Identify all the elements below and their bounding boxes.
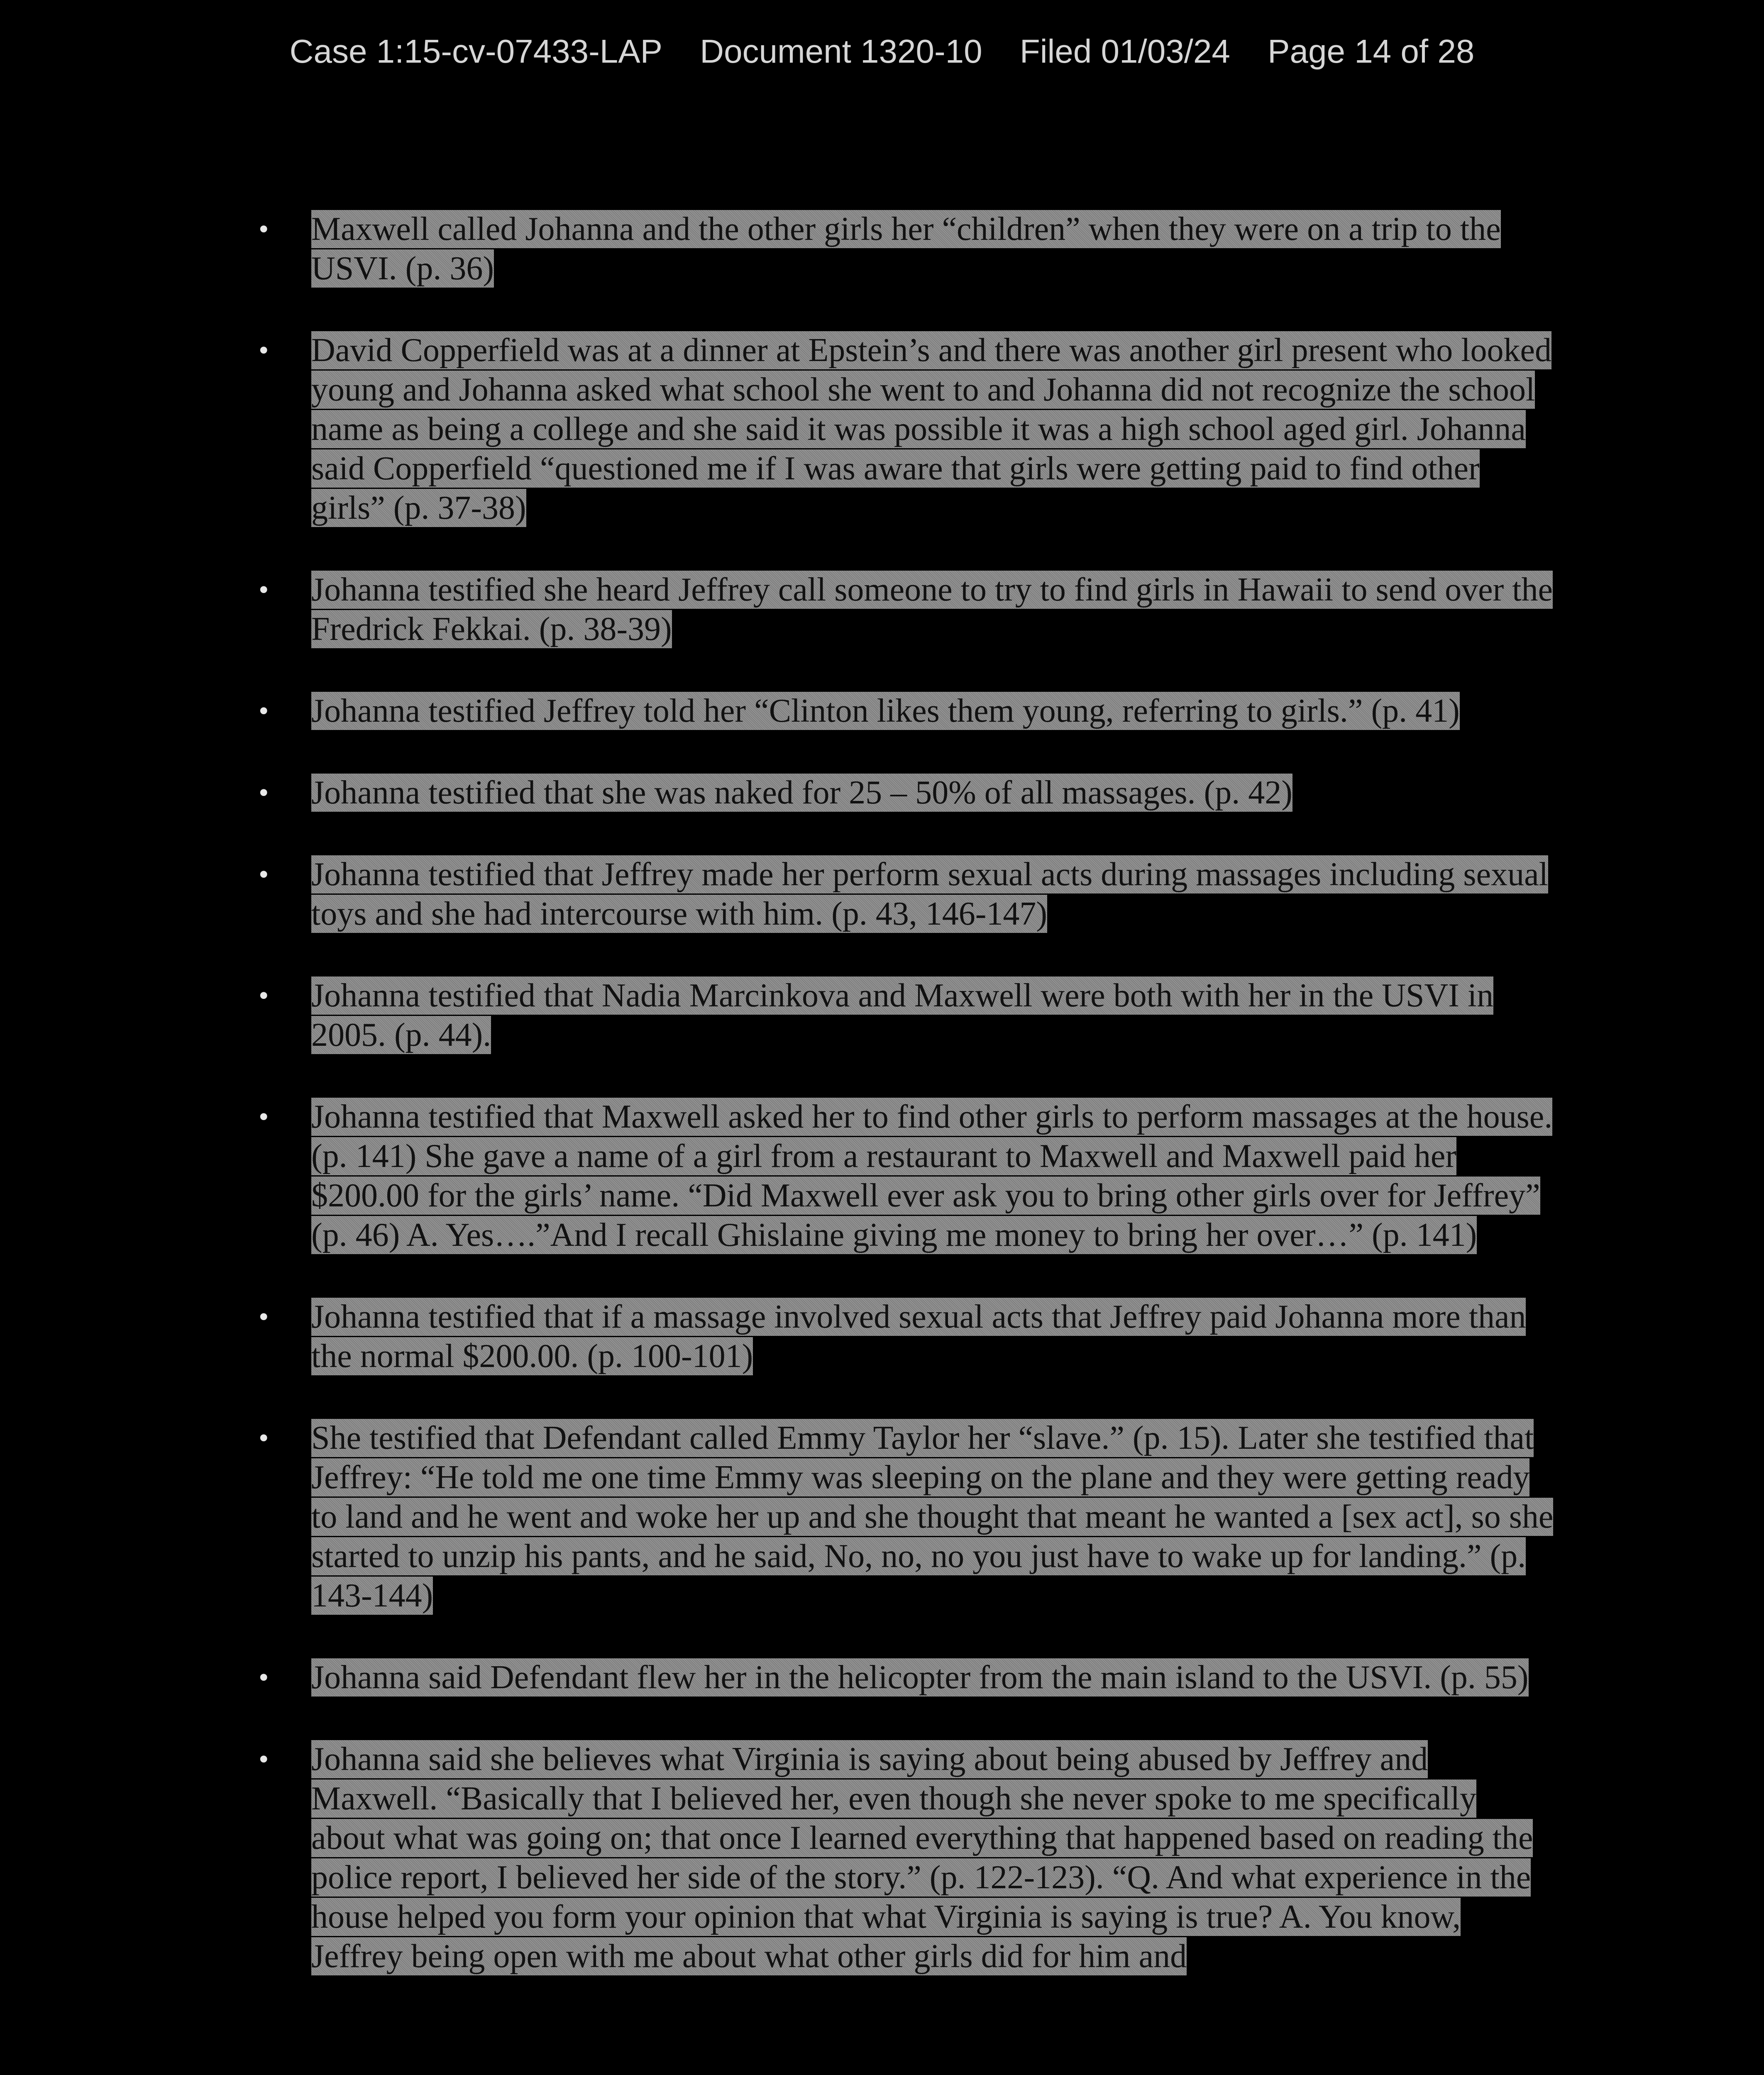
bullet-text: Johanna said Defendant flew her in the helicopter from the main island to the USVI. (p. 55) [311,1659,1529,1696]
page-indicator: Page 14 of 28 [1268,33,1475,70]
bullet-text: Johanna testified that she was naked for 25 – 50% of all massages. (p. 42) [311,774,1292,811]
list-item [259,855,1558,934]
bullet-text: She testified that Defendant called Emmy Taylor her “slave.” (p. 15). Later she testified that Jeffrey: “He told me one time Emmy was sleeping on the plane and they were getting ready to land and he went and woke her up and she thought that meant he wanted a [sex act], so she started to unzip his pants, and he said, No, no, no you just have to wake up for landing.” (p. 143-144) [311,1420,1554,1614]
list-item [259,1418,1558,1616]
bullet-text: Johanna testified that Nadia Marcinkova and Maxwell were both with her in the USVI in 2005. (p. 44). [311,977,1494,1053]
list-item [259,570,1558,649]
bullet-list [259,210,1558,2019]
bullet-icon: • [259,777,269,809]
bullet-icon: • [259,859,269,891]
bullet-text: Maxwell called Johanna and the other girls her “children” when they were on a trip to the USVI. (p. 36) [311,211,1501,287]
bullet-text: Johanna testified that Maxwell asked her to find other girls to perform massages at the house. (p. 141) She gave a name of a girl from a restaurant to Maxwell and Maxwell paid her $200.00 for the girls’ name. “Did Maxwell ever ask you to bring other girls over for Jeffrey” (p. 46) A. Yes….”And I recall Ghislaine giving me money to bring her over…” (p. 141) [311,1099,1553,1253]
list-item [259,210,1558,288]
filed-date: Filed 01/03/24 [1019,33,1230,70]
list-item [259,976,1558,1055]
bullet-text: David Copperfield was at a dinner at Epstein’s and there was another girl present who looked young and Johanna asked what school she went to and Johanna did not recognize the school name as being a college and she said it was possible it was a high school aged girl. Johanna said Copperfield “questioned me if I was aware that girls were getting paid to find other girls” (p. 37-38) [311,332,1552,526]
bullet-text: Johanna testified that if a massage involved sexual acts that Jeffrey paid Johanna more than the normal $200.00. (p. 100-101) [311,1299,1526,1374]
list-item [259,1297,1558,1376]
bullet-icon: • [259,1662,269,1694]
bullet-icon: • [259,1743,269,1775]
bullet-icon: • [259,213,269,245]
bullet-icon: • [259,334,269,366]
bullet-text: Johanna testified Jeffrey told her “Clinton likes them young, referring to girls.” (p. 41) [311,693,1460,729]
list-item [259,1740,1558,1976]
document-number: Document 1320-10 [700,33,982,70]
bullet-icon: • [259,695,269,727]
list-item [259,331,1558,528]
bullet-text: Johanna testified she heard Jeffrey call someone to try to find girls in Hawaii to send over the Fredrick Fekkai. (p. 38-39) [311,571,1553,647]
bullet-icon: • [259,1301,269,1333]
list-item [259,1658,1558,1697]
bullet-icon: • [259,574,269,606]
bullet-text: Johanna said she believes what Virginia is saying about being abused by Jeffrey and Maxwell. “Basically that I believed her, even though she never spoke to me specifically about what was going on; that once I learned everything that happened based on reading the police report, I believed her side of the story.” (p. 122-123). “Q. And what experience in the house helped you form your opinion that what Virginia is saying is true? A. You know, Jeffrey being open with me about what other girls did for him and [311,1741,1533,1975]
bullet-icon: • [259,1101,269,1133]
bullet-icon: • [259,980,269,1012]
bullet-text: Johanna testified that Jeffrey made her perform sexual acts during massages including sexual toys and she had intercourse with him. (p. 43, 146-147) [311,856,1548,932]
list-item [259,773,1558,813]
case-number: Case 1:15-cv-07433-LAP [289,33,662,70]
list-item [259,1097,1558,1255]
list-item [259,691,1558,731]
case-header [0,32,1764,71]
bullet-icon: • [259,1422,269,1454]
